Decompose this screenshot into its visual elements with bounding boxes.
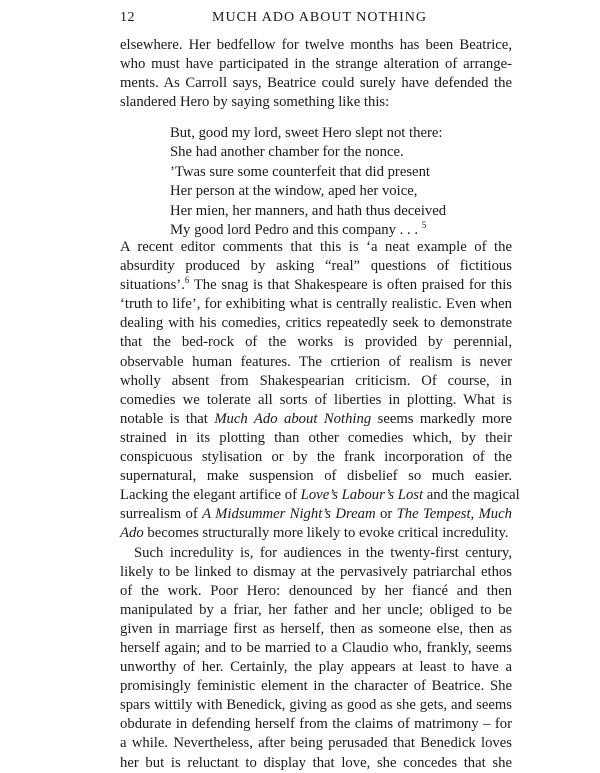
text-line: given in marriage first as herself, then as someone else, then as <box>120 620 512 637</box>
text-line: promisingly feministic element in the character of Beatrice. She <box>120 678 512 695</box>
page-number: 12 <box>120 10 135 25</box>
verse-quotation <box>170 124 510 240</box>
text-span: situations’. <box>120 277 185 294</box>
text-span: The snag is that Shakespeare is often praised for this <box>189 277 512 294</box>
text-line: manipulated by a friar, her father and her uncle; obliged to be <box>120 601 512 618</box>
text-span: Lacking the elegant artifice of <box>120 487 301 504</box>
paragraph-2-and-3 <box>120 238 520 773</box>
footnote-marker: 5 <box>421 220 427 231</box>
verse-line: ’Twas sure some counterfeit that did present <box>170 163 430 180</box>
text-line <box>120 276 512 295</box>
text-line: slandered Hero by saying something like this: <box>120 94 390 111</box>
title-italic: The Tempest, Much <box>396 506 512 523</box>
text-line: absurdity produced by asking “real” questions of fictitious <box>120 258 512 275</box>
running-title: MUCH ADO ABOUT NOTHING <box>212 10 428 25</box>
verse-text: My good lord Pedro and this company . . . <box>170 222 419 239</box>
text-span: becomes structurally more likely to evoke critical incredulity. <box>143 525 509 542</box>
text-line: comedies we tolerate all sorts of liberties in plotting. What is <box>120 391 512 408</box>
title-italic: Ado <box>120 525 144 542</box>
text-line: A recent editor comments that this is ‘a neat example of the <box>120 239 512 255</box>
text-line: unworthy of her. Certainly, the play appears at least to have a <box>120 659 512 676</box>
text-line: likely to be linked to dismay at the pervasively patriarchal ethos <box>120 563 512 580</box>
text-line: of the work. Poor Hero: denounced by her fiancé and then <box>120 582 512 599</box>
text-line: who must have participated in the strange alteration of arrange- <box>120 56 512 73</box>
text-span: surrealism of <box>120 506 203 523</box>
text-line: supernatural, make suspension of disbelief so much easier. <box>120 468 512 485</box>
footnote-marker: 6 <box>184 275 190 286</box>
title-italic: Much Ado about Nothing <box>214 410 372 427</box>
text-line: a while. Nevertheless, after being perusaded that Benedick loves <box>120 735 512 752</box>
text-line <box>120 505 512 524</box>
text-line: observable human features. The crtierion of realism is never <box>120 353 512 370</box>
text-line: strained in its plotting than other comedies which, by their <box>120 429 512 446</box>
text-line: wholly absent from Shakespearian criticism. Of course, in <box>120 372 512 389</box>
text-line: conspicuous stylisation or by the frank incorporation of the <box>120 449 512 466</box>
title-italic: A Midsummer Night’s Dream <box>202 506 376 523</box>
verse-line: Her person at the window, aped her voice, <box>170 183 418 200</box>
text-line <box>120 524 512 543</box>
text-line: spars wittily with Benedick, giving as good as she gets, and seems <box>120 697 512 714</box>
verse-line: Her mien, her manners, and hath thus deceived <box>170 202 447 219</box>
page-header <box>120 10 510 32</box>
text-line: dealing with his comedies, critics repeatedly seek to demonstrate <box>120 315 512 332</box>
text-line: her but is reluctant to display that love, she concedes that she <box>120 754 512 771</box>
text-span: seems markedly more <box>371 410 512 427</box>
text-line: herself again; and to be married to a Claudio who, frankly, seems <box>120 639 512 656</box>
text-line: ments. As Carroll says, Beatrice could surely have defended the <box>120 75 512 92</box>
text-span: notable is that <box>120 410 215 427</box>
text-span: or <box>375 506 397 523</box>
text-line <box>120 486 520 505</box>
paragraph-1 <box>120 36 512 112</box>
text-line <box>120 410 512 429</box>
text-line: that the bed-rock of the works is provided by perennial, <box>120 334 512 351</box>
text-line: Such incredulity is, for audiences in the twenty-first century, <box>134 544 512 561</box>
text-line: ‘truth to life’, for exhibiting what is centrally realistic. Even when <box>120 296 512 313</box>
title-italic: Love’s Labour’s Lost <box>300 487 424 504</box>
verse-line: She had another chamber for the nonce. <box>170 144 404 161</box>
text-span: and the magical <box>423 487 520 504</box>
text-line: obdurate in defending herself from the claims of matrimony – for <box>120 716 512 733</box>
verse-line: But, good my lord, sweet Hero slept not there: <box>170 125 443 141</box>
text-line: elsewhere. Her bedfellow for twelve months has been Beatrice, <box>120 37 512 53</box>
